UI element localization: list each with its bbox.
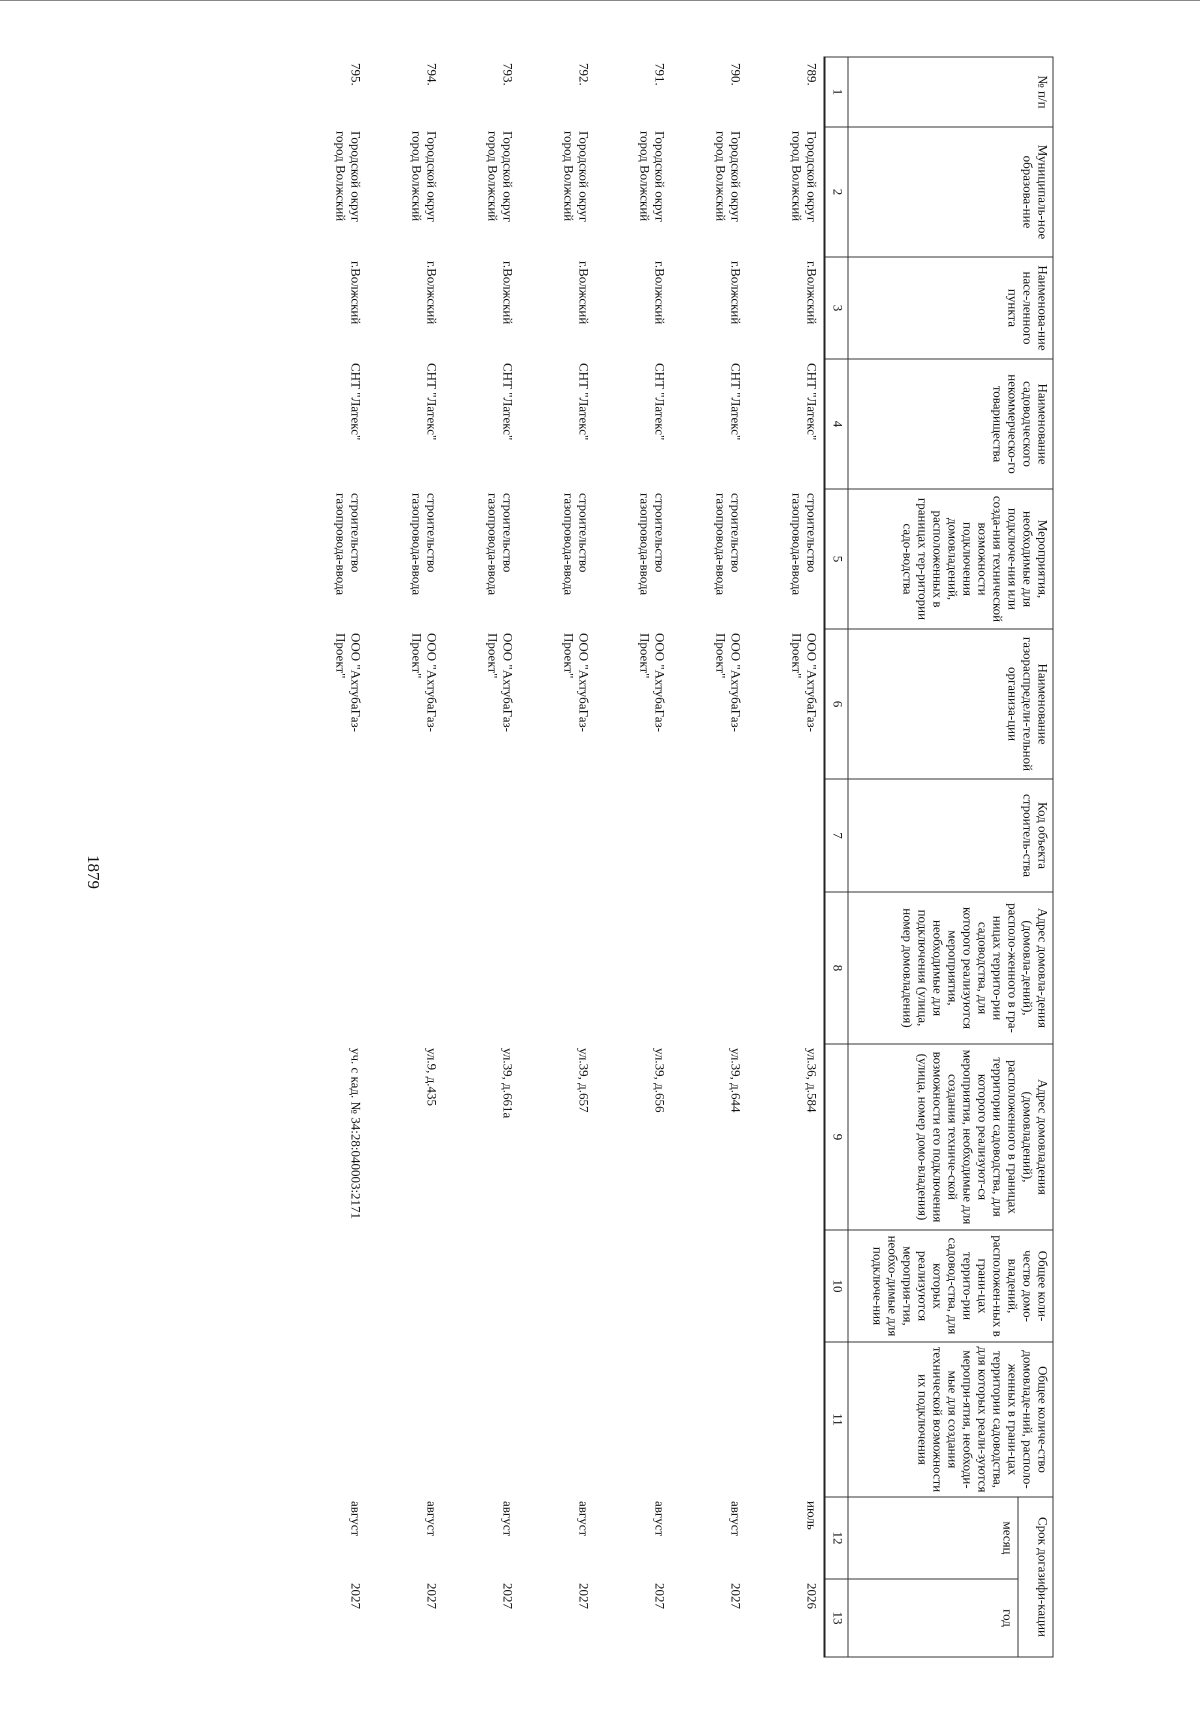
header-cell: Наименование садоводческого некоммерческо-го товарищества <box>848 359 1053 489</box>
address-connect-cell <box>748 892 825 1044</box>
column-number: 9 <box>825 1044 849 1230</box>
address-capacity-cell: ул.36, д.584 <box>804 1048 820 1113</box>
municipality-cell: Городской округ город Волжский <box>637 131 668 223</box>
measure-cell: строительство газопровода-ввода <box>333 493 364 596</box>
column-number: 6 <box>825 629 849 779</box>
address-connect-cell <box>596 892 672 1044</box>
address-connect-cell <box>672 892 748 1044</box>
column-number: 4 <box>825 359 849 489</box>
deadline-year-cell: 2027 <box>576 1583 592 1609</box>
header-cell: Муниципаль-ное образова-ние <box>848 127 1053 257</box>
address-connect-cell <box>520 892 596 1044</box>
deadline-month-cell: август <box>500 1501 516 1537</box>
header-cell: Адрес домовла-дения (домовла-дений), располо-женного в гра-ницах террито-рии садоводства, для которого реализуются мероприятия, необходимые для подключения (улица, номер домовладения) <box>848 892 1053 1044</box>
deadline-year-cell: 2027 <box>652 1583 668 1609</box>
column-number: 3 <box>825 257 849 359</box>
municipality-cell: Городской округ город Волжский <box>713 131 744 223</box>
municipality-cell: Городской округ город Волжский <box>789 131 820 223</box>
column-number-row <box>825 57 849 1657</box>
measure-cell: строительство газопровода-ввода <box>789 493 820 596</box>
object-code-cell <box>520 779 596 892</box>
table-row <box>748 57 825 1657</box>
header-cell: Код объекта строитель-ства <box>848 779 1053 892</box>
settlement-cell: г.Волжский <box>500 261 516 325</box>
settlement-cell: г.Волжский <box>348 261 364 325</box>
gasification-table <box>292 57 1054 1658</box>
header-cell: Наименование газораспредели-тельной организа-ции <box>848 629 1053 779</box>
deadline-month-cell: июль <box>804 1501 820 1530</box>
gdo-cell: ООО "АхтубаГаз-Проект" <box>561 633 592 732</box>
snt-cell: СНТ "Латекс" <box>804 363 820 441</box>
row-number: 790. <box>728 63 744 86</box>
snt-cell: СНТ "Латекс" <box>348 363 364 441</box>
deadline-month-cell: август <box>348 1501 364 1537</box>
deadline-year-cell: 2027 <box>424 1583 440 1609</box>
column-number: 13 <box>825 1579 849 1657</box>
object-code-cell <box>596 779 672 892</box>
deadline-month-header: месяц <box>848 1497 1018 1579</box>
column-number: 5 <box>825 489 849 629</box>
address-connect-cell <box>292 892 368 1044</box>
deadline-month-cell: август <box>576 1501 592 1537</box>
count-connect-cell <box>444 1230 520 1342</box>
object-code-cell <box>748 779 825 892</box>
deadline-month-cell: август <box>728 1501 744 1537</box>
row-number: 795. <box>348 63 364 86</box>
table-row <box>596 57 672 1657</box>
count-connect-cell <box>520 1230 596 1342</box>
header-cell: Общее количе-ство домовладе-ний, располо-женных в грани-цах территории садоводства, для которых реали-зуются меропри-ятия, необходи-мые для создания технической возможности их подключения <box>848 1342 1053 1497</box>
header-cell: Общее коли-чество домо-владений, расположен-ных в грани-цах террито-рии садовод-ства, для которых реализуются мероприя-тия, необхо-димые для подключе-ния <box>848 1230 1053 1342</box>
table-row <box>672 57 748 1657</box>
measure-cell: строительство газопровода-ввода <box>561 493 592 596</box>
column-number: 12 <box>825 1497 849 1579</box>
measure-cell: строительство газопровода-ввода <box>485 493 516 596</box>
row-number: 792. <box>576 63 592 86</box>
object-code-cell <box>368 779 444 892</box>
column-number: 2 <box>825 127 849 257</box>
address-connect-cell <box>368 892 444 1044</box>
settlement-cell: г.Волжский <box>728 261 744 325</box>
deadline-month-cell: август <box>652 1501 668 1537</box>
count-capacity-cell <box>672 1342 748 1497</box>
gdo-cell: ООО "АхтубаГаз-Проект" <box>789 633 820 732</box>
count-connect-cell <box>596 1230 672 1342</box>
measure-cell: строительство газопровода-ввода <box>409 493 440 596</box>
address-capacity-cell: ул.39, д.657 <box>576 1048 592 1113</box>
gdo-cell: ООО "АхтубаГаз-Проект" <box>637 633 668 732</box>
row-number: 789. <box>804 63 820 86</box>
table-row <box>520 57 596 1657</box>
settlement-cell: г.Волжский <box>576 261 592 325</box>
snt-cell: СНТ "Латекс" <box>500 363 516 441</box>
table-row <box>292 57 368 1657</box>
gdo-cell: ООО "АхтубаГаз-Проект" <box>333 633 364 732</box>
count-connect-cell <box>292 1230 368 1342</box>
measure-cell: строительство газопровода-ввода <box>713 493 744 596</box>
deadline-year-cell: 2026 <box>804 1583 820 1609</box>
top-rule <box>0 0 1200 1</box>
gdo-cell: ООО "АхтубаГаз-Проект" <box>713 633 744 732</box>
settlement-cell: г.Волжский <box>804 261 820 325</box>
municipality-cell: Городской округ город Волжский <box>485 131 516 223</box>
count-connect-cell <box>672 1230 748 1342</box>
snt-cell: СНТ "Латекс" <box>424 363 440 441</box>
column-number: 8 <box>825 892 849 1044</box>
count-capacity-cell <box>520 1342 596 1497</box>
column-number: 1 <box>825 57 849 127</box>
header-cell: № п/п <box>848 57 1053 127</box>
count-capacity-cell <box>748 1342 825 1497</box>
deadline-year-cell: 2027 <box>728 1583 744 1609</box>
address-capacity-cell: ул.39, д.661а <box>500 1048 516 1119</box>
object-code-cell <box>672 779 748 892</box>
deadline-year-header: год <box>848 1579 1018 1657</box>
settlement-cell: г.Волжский <box>652 261 668 325</box>
deadline-header: Срок догазифи-кации <box>1018 1497 1053 1657</box>
settlement-cell: г.Волжский <box>424 261 440 325</box>
object-code-cell <box>444 779 520 892</box>
object-code-cell <box>292 779 368 892</box>
deadline-year-cell: 2027 <box>500 1583 516 1609</box>
snt-cell: СНТ "Латекс" <box>728 363 744 441</box>
rotated-table-sheet <box>0 57 1054 1657</box>
address-capacity-cell: ул.39, д.656 <box>652 1048 668 1113</box>
municipality-cell: Городской округ город Волжский <box>333 131 364 223</box>
table-row <box>444 57 520 1657</box>
header-cell: Адрес домовладения (домовладений), расположенного в границах территории садоводства, для которого реализуют-ся мероприятия, необходимые для создания техниче-ской возможности его подключения (улица, номер домо-владения) <box>848 1044 1053 1230</box>
deadline-month-cell: август <box>424 1501 440 1537</box>
header-cell: Мероприятия, необходимые для подключе-ния или созда-ния технической возможности подключения домовладений, расположенных в границах тер-ритории садо-водства <box>848 489 1053 629</box>
snt-cell: СНТ "Латекс" <box>576 363 592 441</box>
row-number: 793. <box>500 63 516 86</box>
municipality-cell: Городской округ город Волжский <box>409 131 440 223</box>
count-capacity-cell <box>368 1342 444 1497</box>
municipality-cell: Городской округ город Волжский <box>561 131 592 223</box>
count-connect-cell <box>368 1230 444 1342</box>
count-capacity-cell <box>444 1342 520 1497</box>
address-connect-cell <box>444 892 520 1044</box>
gdo-cell: ООО "АхтубаГаз-Проект" <box>485 633 516 732</box>
count-capacity-cell <box>596 1342 672 1497</box>
measure-cell: строительство газопровода-ввода <box>637 493 668 596</box>
address-capacity-cell: уч. с кад. № 34:28:040003:2171 <box>348 1048 364 1220</box>
header-cell: Наименова-ние насе-ленного пункта <box>848 257 1053 359</box>
column-number: 11 <box>825 1342 849 1497</box>
count-connect-cell <box>748 1230 825 1342</box>
count-capacity-cell <box>292 1342 368 1497</box>
snt-cell: СНТ "Латекс" <box>652 363 668 441</box>
deadline-year-cell: 2027 <box>348 1583 364 1609</box>
row-number: 791. <box>652 63 668 86</box>
table-row <box>368 57 444 1657</box>
address-capacity-cell: ул.9, д.435 <box>424 1048 440 1107</box>
column-number: 7 <box>825 779 849 892</box>
address-capacity-cell: ул.39, д.644 <box>728 1048 744 1113</box>
page-number: 1879 <box>84 855 103 889</box>
gdo-cell: ООО "АхтубаГаз-Проект" <box>409 633 440 732</box>
row-number: 794. <box>424 63 440 86</box>
column-number: 10 <box>825 1230 849 1342</box>
